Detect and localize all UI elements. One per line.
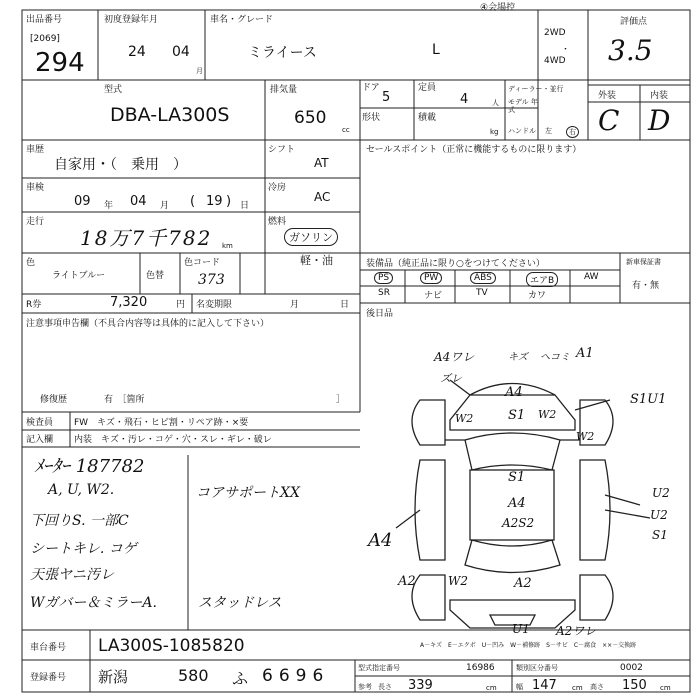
mark-w2-rear: W2 bbox=[448, 574, 468, 588]
note-meter: ﾒｰﾀｰ 187782 bbox=[34, 456, 145, 477]
check-row1: FW キズ・飛石・ヒビ割・リペア跡・×要 bbox=[74, 418, 249, 428]
mark-u1: U1 bbox=[512, 622, 530, 636]
shift-label: シフト bbox=[268, 145, 296, 155]
model-code: DBA-LA300S bbox=[110, 104, 230, 126]
repair-value: 有 ［箇所 bbox=[104, 395, 145, 405]
mark-s1-side: S1 bbox=[652, 528, 668, 542]
registration-month: 04 bbox=[172, 44, 190, 60]
displacement-value: 650 bbox=[294, 108, 327, 128]
mark-s1u1: S1U1 bbox=[630, 392, 667, 407]
mark-s1-roof: S1 bbox=[508, 470, 526, 485]
inspection-paren-close: ) bbox=[226, 194, 232, 209]
notes-label: 注意事項申告欄（不具合内容等は具体的に記入して下さい） bbox=[26, 319, 270, 329]
fuel-diesel: 軽・油 bbox=[300, 254, 333, 267]
ref-label: 参考 bbox=[358, 683, 372, 691]
mark-a2-crack: A2ワレ bbox=[556, 624, 597, 638]
model-code-label: 型式 bbox=[104, 85, 123, 95]
name-change-label: 名変期限 bbox=[196, 300, 233, 310]
aircon-label: 冷房 bbox=[268, 183, 287, 193]
name-change-day: 日 bbox=[340, 300, 350, 310]
capacity-unit: 人 bbox=[492, 99, 499, 107]
mark-w2-side: W2 bbox=[576, 430, 595, 443]
fuel-label: 燃料 bbox=[268, 217, 287, 227]
length-value: 339 bbox=[408, 678, 433, 693]
color-code-label: 色コード bbox=[184, 258, 221, 268]
mark-a4-left: A4 bbox=[368, 530, 393, 551]
mark-a2s2: A2S2 bbox=[502, 516, 535, 530]
capacity-value: 4 bbox=[460, 92, 469, 107]
check-row2: 内装 キズ・汚レ・コゲ・穴・スレ・ギレ・破レ bbox=[74, 435, 272, 445]
history-label: 車歴 bbox=[26, 145, 45, 155]
height-value: 150 bbox=[622, 678, 647, 693]
displacement-unit: cc bbox=[342, 126, 350, 134]
repair-label: 修復歴 bbox=[40, 395, 68, 405]
lot-number: 294 bbox=[35, 48, 85, 78]
mileage-value: 18万7千782 bbox=[80, 226, 213, 250]
mark-a4-roof: A4 bbox=[508, 496, 526, 511]
repair-close: ］ bbox=[336, 395, 346, 405]
note-3: シートキレ. コゲ bbox=[30, 541, 137, 557]
designation-number: 16986 bbox=[466, 663, 495, 673]
shape-label: 形状 bbox=[362, 113, 381, 123]
mileage-label: 走行 bbox=[26, 217, 45, 227]
warranty-value: 有・無 bbox=[632, 281, 660, 291]
registration-month-unit: 月 bbox=[196, 67, 203, 75]
category-label: 類別区分番号 bbox=[516, 664, 558, 672]
drive-4wd: 4WD bbox=[544, 56, 566, 66]
inspection-d: 日 bbox=[240, 201, 250, 211]
width-label: 幅 bbox=[516, 683, 523, 691]
height-label: 高さ bbox=[590, 683, 604, 691]
lot-label: 出品番号 bbox=[26, 15, 63, 25]
name-change-month: 月 bbox=[290, 300, 300, 310]
plate-number: 6696 bbox=[262, 666, 330, 686]
note-4: 天張ヤニ汚レ bbox=[30, 567, 114, 583]
width-unit: cm bbox=[572, 684, 583, 692]
shift-value: AT bbox=[314, 156, 329, 170]
mark-slip: ズレ bbox=[440, 372, 462, 385]
inspection-day: 19 bbox=[206, 194, 223, 209]
load-unit: kg bbox=[490, 128, 499, 136]
model-grade: L bbox=[432, 42, 440, 58]
plate-kana: ふ bbox=[232, 669, 249, 688]
category-number: 0002 bbox=[620, 663, 643, 673]
note-1: A, U, W2. bbox=[48, 482, 115, 498]
inspector-label: 検査員 bbox=[26, 418, 54, 428]
model-year-label: モデル 年式 bbox=[508, 98, 538, 114]
drive-dot: ・ bbox=[561, 45, 571, 55]
equip-aw: AW bbox=[584, 272, 599, 282]
designation-label: 型式指定番号 bbox=[358, 664, 400, 672]
mark-a1: A1 bbox=[576, 346, 594, 361]
equip-sr: SR bbox=[378, 288, 390, 298]
fuel-gas: ガソリン bbox=[284, 228, 338, 246]
mark-scratch: キズ bbox=[508, 352, 528, 363]
mark-u2-b: U2 bbox=[650, 508, 668, 522]
handle-right: 右 bbox=[566, 126, 579, 138]
exterior-label: 外装 bbox=[598, 91, 617, 101]
exterior-score: C bbox=[598, 104, 620, 137]
mileage-unit: km bbox=[222, 242, 233, 250]
chassis-number: LA300S-1085820 bbox=[98, 636, 245, 656]
venue-label: ④会場控 bbox=[480, 3, 516, 13]
equip-abs: ABS bbox=[470, 272, 496, 284]
drive-2wd: 2WD bbox=[544, 28, 566, 38]
handle-label: ハンドル bbox=[508, 127, 536, 135]
aircon-value: AC bbox=[314, 190, 331, 204]
note-7: スタッドレス bbox=[198, 595, 282, 611]
mark-a2-rear: A2 bbox=[514, 576, 532, 591]
inspection-y: 年 bbox=[104, 201, 114, 211]
history-value: 自家用・（ 乗用 ） bbox=[54, 157, 187, 173]
handle-left: 左 bbox=[545, 127, 552, 135]
lot-code: [2069] bbox=[30, 34, 60, 44]
doors-value: 5 bbox=[382, 90, 391, 105]
width-value: 147 bbox=[532, 678, 557, 693]
tax-unit: 円 bbox=[176, 300, 186, 310]
load-label: 積載 bbox=[418, 113, 437, 123]
plate-class: 580 bbox=[178, 666, 209, 685]
mark-u2-a: U2 bbox=[652, 486, 670, 500]
chassis-label: 車台番号 bbox=[30, 643, 67, 653]
mark-s1-top: S1 bbox=[508, 408, 526, 423]
mark-w2-l: W2 bbox=[455, 412, 474, 425]
length-label: 長さ bbox=[378, 683, 392, 691]
mark-a2-left: A2 bbox=[398, 574, 416, 589]
plate-region: 新潟 bbox=[98, 668, 129, 686]
capacity-label: 定員 bbox=[418, 83, 437, 93]
note-6: コアサポートXX bbox=[196, 485, 300, 501]
equipment-label: 装備品（純正品に限り○をつけてください） bbox=[366, 259, 545, 269]
interior-label: 内装 bbox=[650, 91, 669, 101]
registration-label: 初度登録年月 bbox=[104, 15, 159, 25]
equip-pw: PW bbox=[420, 272, 442, 284]
tax-value: 7,320 bbox=[110, 295, 148, 310]
note-5: Wガバー＆ミラーA. bbox=[30, 595, 157, 611]
inspection-month: 04 bbox=[130, 194, 147, 209]
color-label: 色 bbox=[26, 258, 36, 268]
color-swap-label: 色替 bbox=[146, 271, 165, 281]
model-name: ミライース bbox=[248, 45, 317, 61]
model-name-label: 車名・グレード bbox=[210, 15, 274, 25]
registration-year: 24 bbox=[128, 44, 146, 60]
equip-navi: ナビ bbox=[424, 291, 443, 301]
inspection-year: 09 bbox=[74, 194, 91, 209]
height-unit: cm bbox=[660, 684, 671, 692]
doors-label: ドア bbox=[362, 83, 380, 93]
equip-leather: カワ bbox=[528, 291, 547, 301]
displacement-label: 排気量 bbox=[270, 85, 298, 95]
score-value: 3.5 bbox=[608, 34, 653, 67]
tax-label: R券 bbox=[26, 300, 42, 310]
entry-label: 記入欄 bbox=[26, 435, 54, 445]
color-code: 373 bbox=[198, 272, 225, 288]
score-label: 評価点 bbox=[620, 17, 648, 27]
equip-ps: PS bbox=[374, 272, 393, 284]
mark-a4-top: A4 bbox=[505, 385, 523, 400]
equip-airbag: エアB bbox=[526, 272, 558, 287]
equip-tv: TV bbox=[476, 288, 488, 298]
mark-w2-r: W2 bbox=[538, 408, 557, 421]
inspection-paren-open: ( bbox=[190, 194, 196, 209]
interior-score: D bbox=[648, 104, 671, 137]
mark-a4-crack: A4ワレ bbox=[434, 350, 475, 364]
inspection-label: 車検 bbox=[26, 183, 45, 193]
damage-legend: A－キズ E－エクボ U－凹み W－補修跡 S－サビ C－腐食 ××－交換跡 bbox=[420, 642, 637, 649]
note-2: 下回りS. 一部C bbox=[30, 513, 129, 529]
plate-label: 登録番号 bbox=[30, 673, 67, 683]
length-unit: cm bbox=[486, 684, 497, 692]
dealer-label: ディーラー・並行 bbox=[508, 85, 564, 93]
color-value: ライトブルー bbox=[52, 271, 106, 281]
mark-dent: ヘコミ bbox=[540, 352, 570, 363]
new-car-warranty-label: 新車保証書 bbox=[626, 258, 661, 266]
inspection-m: 月 bbox=[160, 201, 170, 211]
aftermarket-label: 後日品 bbox=[366, 309, 394, 319]
sales-label: セールスポイント（正常に機能するものに限ります） bbox=[366, 145, 582, 155]
